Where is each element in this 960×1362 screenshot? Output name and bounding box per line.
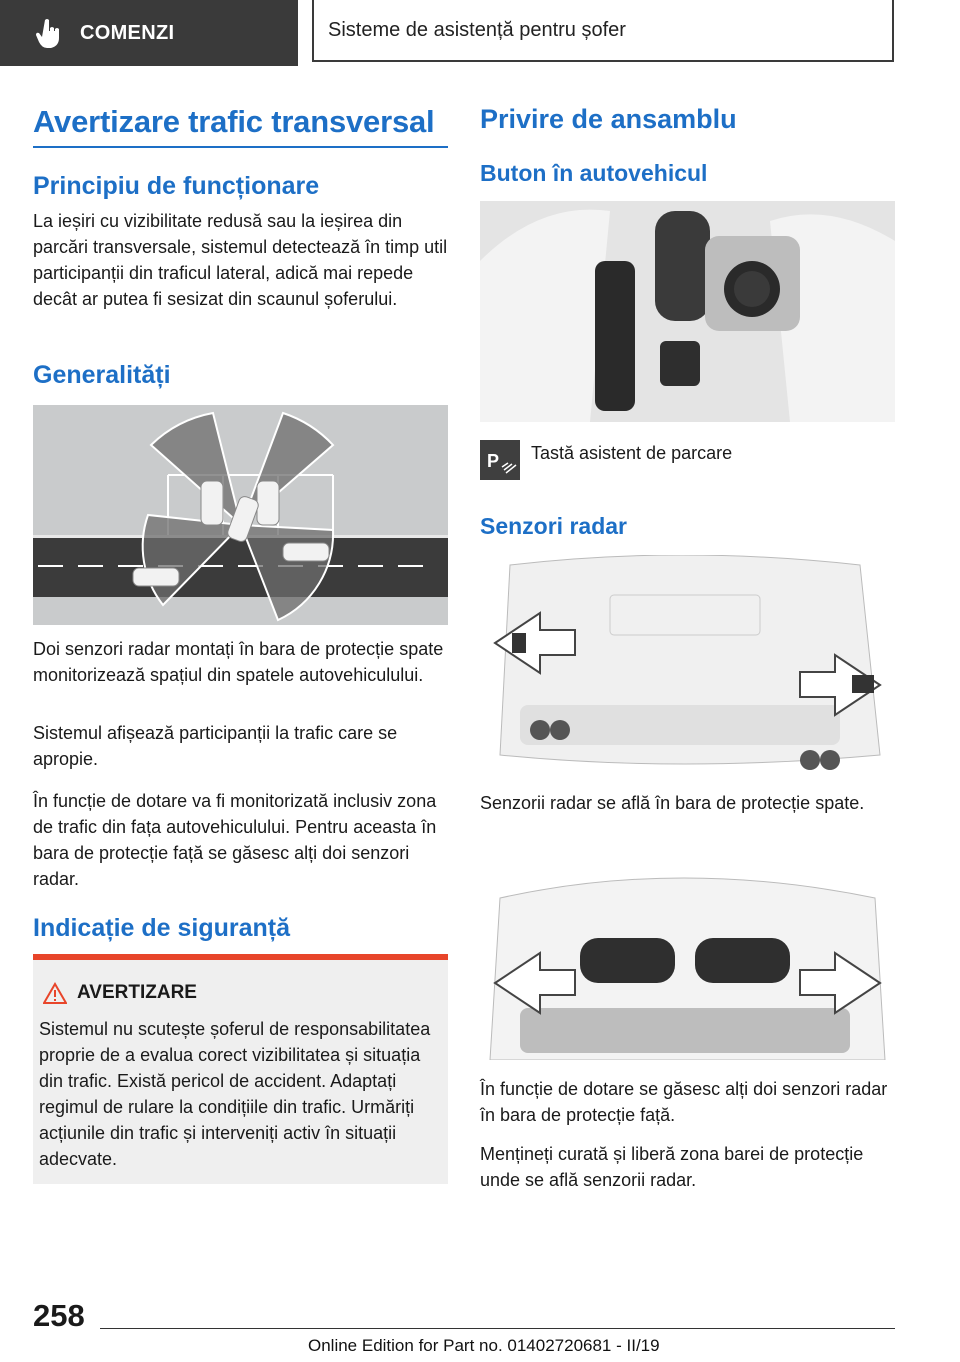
button-caption: Tastă asistent de parcare xyxy=(531,443,733,463)
page-number: 258 xyxy=(33,1298,85,1333)
front-sensors-caption: În funcție de dotare se găsesc alți doi senzori radar în bara de protecție față. xyxy=(480,1079,888,1125)
center-console-illustration xyxy=(480,201,895,422)
warning-text: Sistemul nu scutește șoferul de responsabilitatea proprie de a evalua corect vizibilitatea și situația din trafic. Există pericol de accident. Adaptați regimul de rulare la condițiile din trafic. Urmăriți acțiunile din trafic și interveniți activ în situații adecvate. xyxy=(39,1019,431,1169)
front-bumper-photo xyxy=(480,838,895,1060)
park-assist-glyph xyxy=(480,440,520,480)
sensors-heading: Senzori radar xyxy=(480,513,627,539)
svg-text:P: P xyxy=(487,451,500,471)
hand-touch-icon xyxy=(36,18,62,48)
warning-title: AVERTIZARE xyxy=(77,982,197,1003)
chapter-tab[interactable] xyxy=(0,0,298,66)
title-divider xyxy=(33,146,448,148)
front-bumper-illustration xyxy=(480,838,895,1060)
overview-heading: Privire de ansamblu xyxy=(480,104,737,134)
park-assist-button-icon xyxy=(480,440,520,480)
general-text-3: În funcție de dotare va fi monitorizată inclusiv zona de trafic din fața autovehiculului. Pentru aceasta în bara de protecție față se găsesc alți doi senzori radar. xyxy=(33,791,437,889)
rear-bumper-illustration xyxy=(480,555,895,773)
principle-heading: Principiu de funcționare xyxy=(33,172,320,200)
safety-heading: Indicație de siguranță xyxy=(33,914,291,942)
section-title: Sisteme de asistență pentru șofer xyxy=(328,18,626,41)
chapter-title: COMENZI xyxy=(80,21,175,44)
cross-traffic-illustration xyxy=(33,405,448,625)
rear-sensors-caption: Senzorii radar se află în bara de protecție spate. xyxy=(480,793,865,813)
warning-triangle-icon xyxy=(43,982,67,1004)
general-text-1: Doi senzori radar montați în bara de protecție spate monitorizează spațiul din spatele autovehiculului. xyxy=(33,639,444,685)
button-heading: Buton în autovehicul xyxy=(480,160,708,186)
principle-text: La ieșiri cu vizibilitate redusă sau la ieșirea din parcări transversale, sistemul detectează în timp util participanții din traficul lateral, adică mai repede decât ar putea fi sesizat din scaunul șoferului. xyxy=(33,211,448,309)
keep-clean-text: Mențineți curată și liberă zona barei de protecție unde se află senzorii radar. xyxy=(480,1144,864,1190)
rear-bumper-photo xyxy=(480,555,895,773)
general-heading: Generalități xyxy=(33,361,171,389)
warning-box xyxy=(33,954,448,1184)
center-console-photo xyxy=(480,201,895,422)
page-title: Avertizare trafic transversal xyxy=(33,104,435,139)
warning-bar xyxy=(33,954,448,960)
footer-divider xyxy=(100,1328,895,1329)
general-text-2: Sistemul afișează participanții la trafic care se apropie. xyxy=(33,723,398,769)
edition-text: Online Edition for Part no. 01402720681 - II/19 xyxy=(308,1336,660,1355)
cross-traffic-diagram xyxy=(33,405,448,625)
section-header xyxy=(312,0,894,62)
